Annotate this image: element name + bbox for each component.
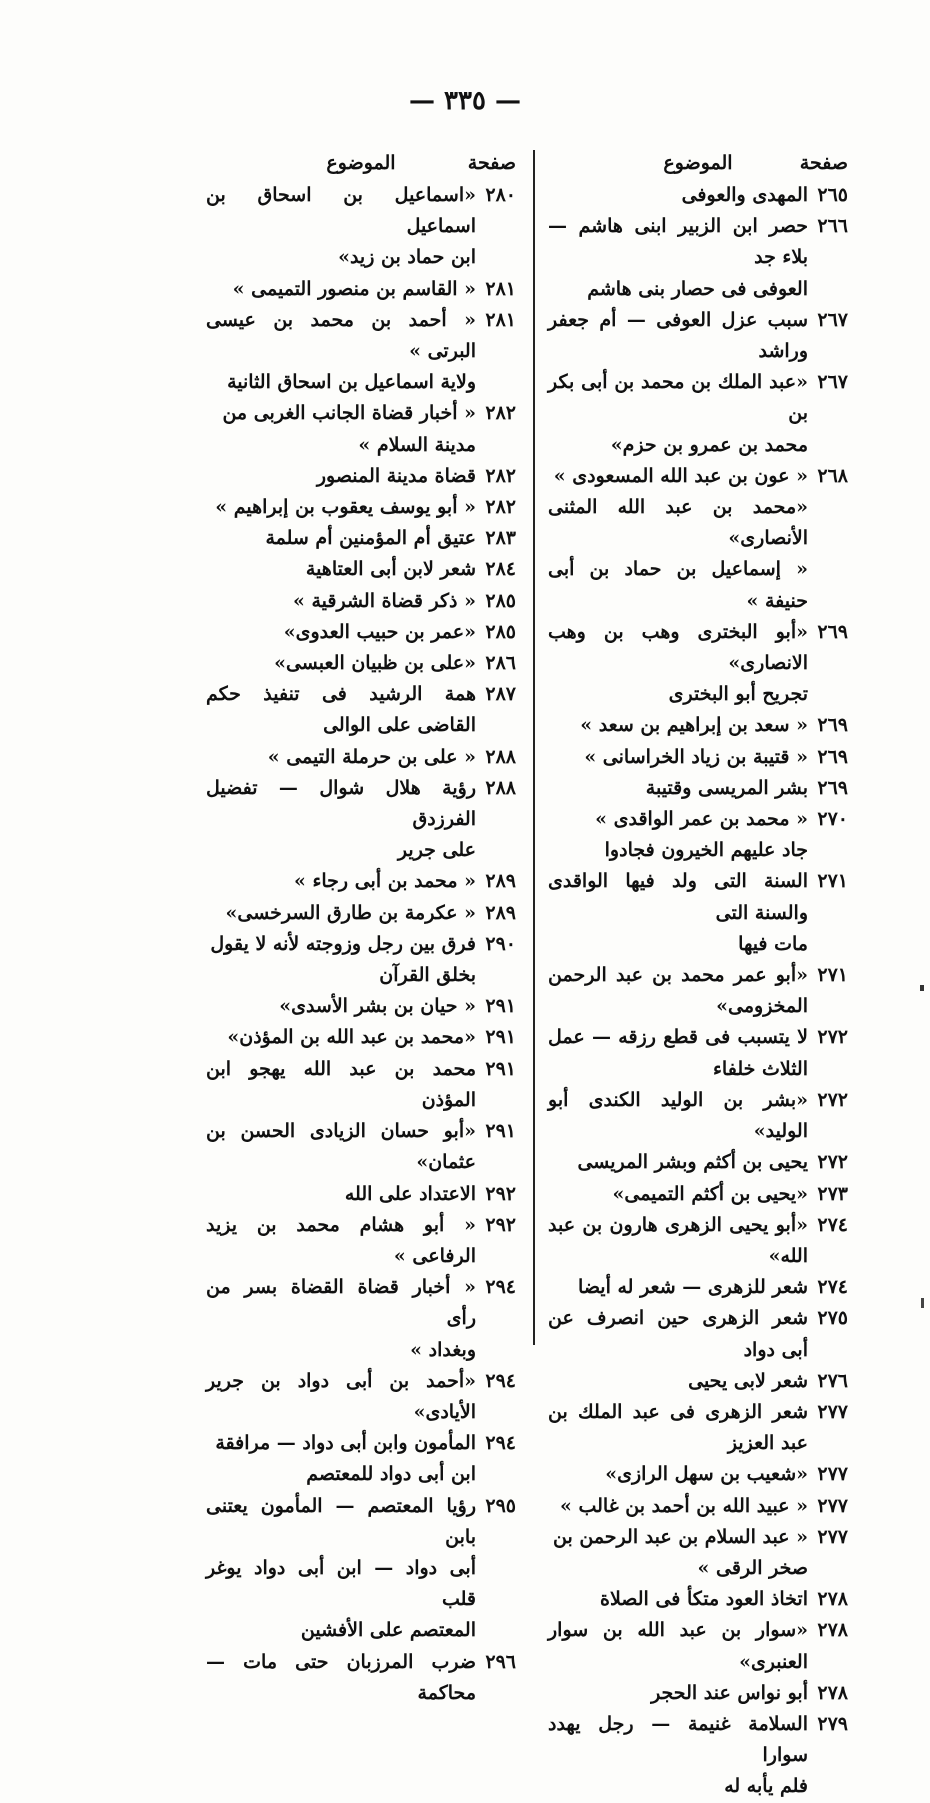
toc-entry xyxy=(548,804,848,866)
entry-page-number: ٢٦٧ xyxy=(817,308,848,331)
toc-entry xyxy=(206,898,516,929)
toc-entry xyxy=(206,1022,516,1053)
entry-topic: المأمون وابن أبى دواد — مرافقة ابن أبى دواد للمعتصم xyxy=(215,1432,476,1486)
toc-entry xyxy=(548,1709,848,1803)
entry-topic: «أبو عمر محمد بن عبد الرحمن المخزومى» xyxy=(548,964,808,1018)
entry-page-number: ٢٧٦ xyxy=(817,1369,848,1392)
entry-topic: « عكرمة بن طارق السرخسى» xyxy=(225,901,476,924)
page-speck xyxy=(920,985,924,991)
entry-topic: سبب عزل العوفى — أم جعفر وراشد xyxy=(548,308,808,363)
entry-page-number: ٢٧١ xyxy=(817,964,848,987)
entry-page-number: ٢٨٨ xyxy=(485,745,516,768)
column-divider xyxy=(533,150,535,1345)
entry-page-number: ٢٧٨ xyxy=(817,1588,848,1611)
toc-entry xyxy=(206,617,516,648)
entry-topic: «أبو يحيى الزهرى هارون بن عبد الله» xyxy=(548,1213,808,1267)
toc-entry xyxy=(206,274,516,305)
toc-entry xyxy=(206,554,516,585)
entry-page-number: ٢٦٩ xyxy=(817,620,848,643)
toc-entry xyxy=(548,1397,848,1459)
entry-page-number: ٢٧٥ xyxy=(817,1307,848,1330)
toc-entry xyxy=(548,1179,848,1210)
entry-page-number xyxy=(808,554,848,616)
toc-entry xyxy=(206,1491,516,1647)
entry-page-number: ٢٦٩ xyxy=(817,776,848,799)
toc-entry xyxy=(548,180,848,211)
entry-topic: « أخبار قضاة القضاة بسر من رأى وبغداد » xyxy=(206,1276,476,1361)
toc-entry xyxy=(206,1054,516,1116)
header-topic-label: الموضوع xyxy=(326,152,396,174)
entry-topic: « قتيبة بن زياد الخراسانى » xyxy=(584,745,808,768)
page-number: — ٣٣٥ — xyxy=(408,86,522,116)
header-page-label: صفحة xyxy=(799,152,848,174)
left-column-header xyxy=(206,146,516,180)
toc-entry xyxy=(548,866,848,960)
entry-topic: «بشر بن الوليد الكندى أبو الوليد» xyxy=(548,1088,808,1143)
toc-entry xyxy=(548,1459,848,1490)
entry-topic: يحيى بن أكثم وبشر المريسى xyxy=(577,1151,808,1174)
toc-entry xyxy=(548,960,848,1022)
entry-page-number: ٢٨٧ xyxy=(485,683,516,706)
toc-entry xyxy=(548,1147,848,1178)
entry-page-number: ٢٧٧ xyxy=(817,1525,848,1548)
toc-entry xyxy=(548,492,848,554)
toc-entry xyxy=(548,1678,848,1709)
entry-topic: « أحمد بن محمد بن عيسى البرتى » ولاية اسماعيل بن اسحاق الثانية xyxy=(206,308,476,394)
entry-page-number: ٢٨٦ xyxy=(485,652,516,675)
entry-page-number: ٢٨٩ xyxy=(485,901,516,924)
toc-entry xyxy=(206,180,516,274)
toc-entry xyxy=(548,461,848,492)
entry-page-number xyxy=(808,492,848,554)
header-page-label: صفحة xyxy=(467,152,516,174)
toc-entry xyxy=(548,1210,848,1272)
toc-entry xyxy=(206,1179,516,1210)
toc-entry xyxy=(206,929,516,991)
toc-entry xyxy=(206,773,516,867)
entry-page-number: ٢٦٦ xyxy=(817,215,848,238)
entry-topic: « أبو يوسف يعقوب بن إبراهيم » xyxy=(215,496,476,519)
entry-topic: « حيان بن بشر الأسدى» xyxy=(279,995,476,1018)
entry-topic: حصر ابن الزبير ابنى هاشم — بلاء جد العوفى فى حصار بنى هاشم xyxy=(548,215,808,300)
entry-page-number: ٢٨٨ xyxy=(485,776,516,799)
entry-page-number: ٢٦٧ xyxy=(817,371,848,394)
entry-page-number: ٢٧٤ xyxy=(817,1276,848,1299)
entry-topic: محمد بن عبد الله يهجو ابن المؤذن xyxy=(206,1057,476,1111)
entry-topic: اتخاذ العود متكأ فى الصلاة xyxy=(600,1588,808,1611)
entry-topic: « عبيد الله بن أحمد بن غالب » xyxy=(559,1494,808,1517)
entry-topic: «محمد بن عبد الله المثنى الأنصارى» xyxy=(548,496,808,550)
right-column-header xyxy=(548,146,848,180)
toc-entry xyxy=(548,211,848,305)
entry-page-number: ٢٨٩ xyxy=(485,870,516,893)
entry-topic: شعر الزهرى حين انصرف عن أبى دواد xyxy=(548,1307,808,1361)
entry-page-number: ٢٩١ xyxy=(485,1120,516,1143)
entry-topic: بشر المريسى وقتيبة xyxy=(645,776,808,799)
entry-topic: « عبد السلام بن عبد الرحمن بن صخر الرقى » xyxy=(552,1525,808,1579)
entry-page-number: ٢٧٣ xyxy=(817,1182,848,1205)
entry-page-number: ٢٩١ xyxy=(485,1026,516,1049)
entry-page-number: ٢٦٩ xyxy=(817,745,848,768)
toc-entry xyxy=(548,1022,848,1084)
toc-entry xyxy=(206,586,516,617)
entry-page-number: ٢٨١ xyxy=(485,308,516,331)
toc-entry xyxy=(206,1272,516,1366)
entry-page-number: ٢٦٨ xyxy=(817,464,848,487)
right-entries-list xyxy=(548,180,848,1803)
toc-entry xyxy=(206,866,516,897)
toc-entry xyxy=(548,710,848,741)
entry-topic: «سوار بن عبد الله بن سوار العنبرى» xyxy=(548,1619,808,1673)
entry-page-number: ٢٩٤ xyxy=(485,1276,516,1299)
entry-page-number: ٢٧٨ xyxy=(817,1619,848,1642)
entry-topic: « القاسم بن منصور التميمى » xyxy=(232,277,476,300)
entry-topic: « أخبار قضاة الجانب الغربى من مدينة السلام » xyxy=(222,402,476,456)
toc-entry xyxy=(548,1303,848,1365)
toc-entry xyxy=(548,1615,848,1677)
page-speck xyxy=(921,1298,924,1308)
entry-page-number: ٢٧٤ xyxy=(817,1213,848,1236)
entry-topic: «اسماعيل بن اسحاق بن اسماعيل ابن حماد بن زيد» xyxy=(206,184,476,269)
entry-topic: « سعد بن إبراهيم بن سعد » xyxy=(580,714,808,737)
entry-topic: « على بن حرملة التيمى » xyxy=(267,745,476,768)
entry-topic: شعر لابن أبى العتاهية xyxy=(305,558,476,581)
entry-page-number: ٢٧٧ xyxy=(817,1494,848,1517)
entry-topic: ضرب المرزبان حتى مات — محاكمة xyxy=(206,1650,476,1704)
entry-page-number: ٢٧٧ xyxy=(817,1463,848,1486)
entry-page-number: ٢٩٥ xyxy=(485,1494,516,1517)
toc-entry xyxy=(206,1116,516,1178)
left-entries-list xyxy=(206,180,516,1709)
entry-topic: السلامة غنيمة — رجل يهدد سوارا فلم يأبه له xyxy=(548,1712,808,1798)
toc-entry xyxy=(548,1491,848,1522)
entry-topic: «يحيى بن أكثم التميمى» xyxy=(612,1182,808,1205)
entry-topic: «أحمد بن أبى دواد بن جرير الأيادى» xyxy=(206,1369,476,1423)
entry-topic: شعر الزهرى فى عبد الملك بن عبد العزيز xyxy=(548,1400,808,1455)
toc-entry xyxy=(548,617,848,711)
entry-page-number: ٢٨٢ xyxy=(485,496,516,519)
entry-page-number: ٢٩١ xyxy=(485,1057,516,1080)
toc-entry xyxy=(206,461,516,492)
toc-entry xyxy=(548,742,848,773)
entry-page-number: ٢٨٢ xyxy=(485,402,516,425)
entry-page-number: ٢٨٥ xyxy=(485,620,516,643)
entry-page-number: ٢٨٥ xyxy=(485,589,516,612)
entry-topic: «أبو البخترى وهب بن وهب الانصارى» تجريح أبو البخترى xyxy=(548,620,808,706)
entry-topic: « ذكر قضاة الشرقية » xyxy=(292,589,476,612)
toc-entry xyxy=(206,1647,516,1709)
left-column xyxy=(206,146,516,1709)
right-column xyxy=(548,146,848,1803)
entry-page-number: ٢٩٢ xyxy=(485,1182,516,1205)
toc-entry xyxy=(206,523,516,554)
toc-entry xyxy=(206,742,516,773)
entry-topic: « إسماعيل بن حماد بن أبى حنيفة » xyxy=(548,558,808,612)
toc-entry xyxy=(548,1085,848,1147)
entry-topic: الاعتداد على الله xyxy=(344,1182,476,1205)
entry-topic: «عبد الملك بن محمد بن أبى بكر بن محمد بن عمرو بن حزم» xyxy=(548,371,808,456)
entry-page-number: ٢٨٠ xyxy=(485,184,516,206)
entry-page-number: ٢٧١ xyxy=(817,870,848,893)
entry-topic: «على بن ظبيان العبسى» xyxy=(274,652,476,675)
toc-entry xyxy=(548,554,848,616)
toc-entry xyxy=(548,773,848,804)
entry-topic: شعر للزهرى — شعر له أيضا xyxy=(578,1276,808,1299)
toc-entry xyxy=(206,648,516,679)
toc-entry xyxy=(548,1272,848,1303)
entry-topic: «شعيب بن سهل الرازى» xyxy=(605,1463,808,1486)
entry-page-number: ٢٩٦ xyxy=(485,1650,516,1673)
entry-page-number: ٢٨١ xyxy=(485,277,516,300)
toc-entry xyxy=(206,991,516,1022)
toc-entry xyxy=(548,1522,848,1584)
entry-topic: المهدى والعوفى xyxy=(681,184,808,206)
toc-entry xyxy=(206,492,516,523)
entry-page-number: ٢٩٢ xyxy=(485,1213,516,1236)
entry-page-number: ٢٨٢ xyxy=(485,464,516,487)
entry-page-number: ٢٨٣ xyxy=(485,527,516,550)
toc-entry xyxy=(206,1210,516,1272)
entry-topic: «محمد بن عبد الله بن المؤذن» xyxy=(227,1026,476,1049)
entry-page-number: ٢٧٧ xyxy=(817,1400,848,1423)
entry-page-number: ٢٨٤ xyxy=(485,558,516,581)
entry-page-number: ٢٩٠ xyxy=(485,932,516,955)
toc-entry xyxy=(548,367,848,461)
entry-topic: رؤية هلال شوال — تفضيل الفرزدق على جرير xyxy=(206,776,476,862)
toc-entry xyxy=(206,305,516,399)
entry-topic: « أبو هشام محمد بن يزيد الرفاعى » xyxy=(206,1213,476,1267)
toc-entry xyxy=(206,1428,516,1490)
entry-topic: شعر لابى يحيى xyxy=(688,1369,808,1392)
toc-entry xyxy=(548,305,848,367)
entry-topic: «أبو حسان الزيادى الحسن بن عثمان» xyxy=(206,1120,476,1174)
entry-topic: قضاة مدينة المنصور xyxy=(316,464,476,487)
entry-page-number: ٢٩٤ xyxy=(485,1432,516,1455)
entry-topic: لا يتسبب فى قطع رزقه — عمل الثلاث خلفاء xyxy=(548,1026,808,1080)
entry-page-number: ٢٧٢ xyxy=(817,1026,848,1049)
entry-topic: السنة التى ولد فيها الواقدى والسنة التى مات فيها xyxy=(548,870,808,955)
entry-page-number: ٢٧٩ xyxy=(817,1712,848,1735)
toc-entry xyxy=(548,1584,848,1615)
entry-topic: أبو نواس عند الحجر xyxy=(651,1681,808,1704)
entry-topic: « محمد بن عمر الواقدى » جاد عليهم الخيرون فجادوا xyxy=(595,808,808,862)
toc-entry xyxy=(206,1366,516,1428)
entry-page-number: ٢٧٢ xyxy=(817,1088,848,1111)
entry-topic: « محمد بن أبى رجاء » xyxy=(293,870,476,893)
entry-page-number: ٢٦٩ xyxy=(817,714,848,737)
entry-topic: «عمر بن حبيب العدوى» xyxy=(283,620,476,643)
header-topic-label: الموضوع xyxy=(663,152,733,174)
entry-page-number: ٢٧٠ xyxy=(817,808,848,831)
entry-topic: عتيق أم المؤمنين أم سلمة xyxy=(265,527,476,550)
entry-topic: رؤيا المعتصم — المأمون يعتنى بابن أبى دواد — ابن أبى دواد يوغر قلب المعتصم على الأفشين xyxy=(206,1494,476,1642)
entry-topic: همة الرشيد فى تنفيذ حكم القاضى على الوالى xyxy=(206,683,476,737)
entry-page-number: ٢٩٤ xyxy=(485,1369,516,1392)
toc-entry xyxy=(206,679,516,741)
entry-topic: « عون بن عبد الله المسعودى » xyxy=(553,464,808,487)
entry-page-number: ٢٧٨ xyxy=(817,1681,848,1704)
entry-page-number: ٢٦٥ xyxy=(817,184,848,206)
toc-entry xyxy=(548,1366,848,1397)
entry-topic: فرق بين رجل وزوجته لأنه لا يقول بخلق القرآن xyxy=(210,932,476,987)
entry-page-number: ٢٩١ xyxy=(485,995,516,1018)
entry-page-number: ٢٧٢ xyxy=(817,1151,848,1174)
toc-entry xyxy=(206,398,516,460)
